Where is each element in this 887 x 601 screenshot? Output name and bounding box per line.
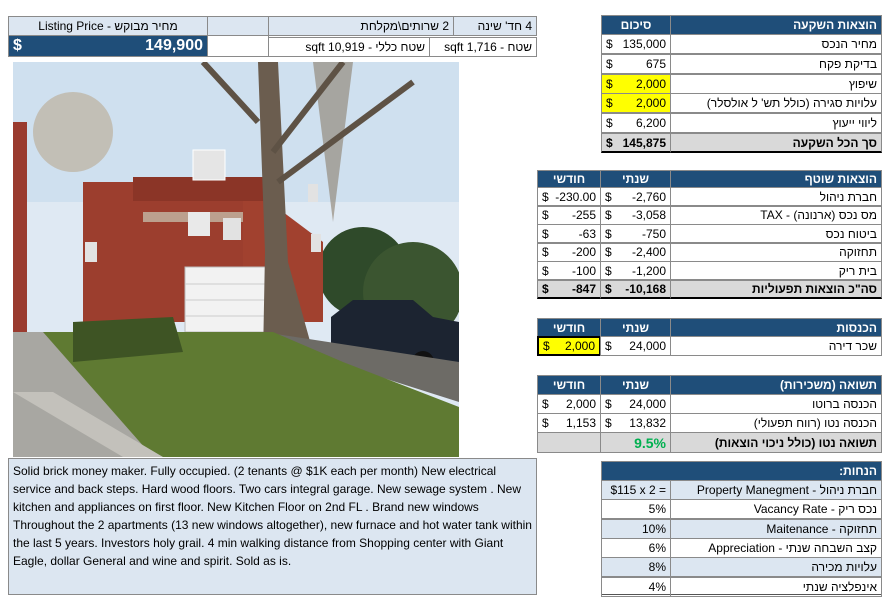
expense-row-yearly: $ -2,400 — [600, 243, 671, 262]
assumption-row-value: 10% — [601, 519, 671, 539]
assumption-row-value: $115 x 2 = — [601, 480, 671, 500]
gross-label: הכנסה ברוטו — [670, 394, 882, 414]
expenses-total-monthly: $ -847 — [537, 280, 601, 299]
expense-row-label: מס נכס (ארנונה) - TAX — [670, 206, 882, 225]
assumption-row-label: נכס ריק - Vacancy Rate — [670, 499, 882, 519]
investment-total-value: $ 145,875 — [601, 133, 671, 153]
rent-monthly: $ 2,000 — [537, 336, 601, 356]
bedrooms-cell: 4 חד' שינה — [453, 16, 537, 36]
assumption-row-label: תחזוקה - Maitenance — [670, 519, 882, 539]
income-monthly-header: חודשי — [537, 318, 601, 337]
assumption-row-label: עלויות מכירה — [670, 557, 882, 577]
currency-symbol: $ — [13, 37, 22, 54]
investment-row-value: $ 2,000 — [601, 74, 671, 94]
property-photo — [13, 62, 459, 457]
expenses-total-label: סה"כ הוצאות תפעוליות — [670, 280, 882, 299]
gross-monthly: $ 2,000 — [537, 394, 601, 414]
expenses-total-yearly: $ -10,168 — [600, 280, 671, 299]
expense-row-monthly: $ -200 — [537, 243, 601, 262]
rent-yearly: $ 24,000 — [600, 336, 671, 356]
expense-row-yearly: $ -3,058 — [600, 206, 671, 225]
property-description: Solid brick money maker. Fully occupied. (2 tenants @ $1K each per month) New electrical service and back steps. Hard wood floors. Two cars integral garage. New sewage system . New kitchen and appliances on first floor. New Kitchen Floor on 2nd FL . Brand new windows Throughout the 2 apartments (13 new windows altogether), new furnace and hot water tank within the last 5 years. Investors holy grail. 4 min walking distance from Shopping center with Giant Eagle, dollar General and wine and spirit. Sold as is. — [8, 458, 537, 595]
expense-row-yearly: $ -1,200 — [600, 261, 671, 280]
assumption-row-value: 5% — [601, 499, 671, 519]
assumption-row-label: קצב השבחה שנתי - Appreciation — [670, 538, 882, 558]
investment-row-label: עלויות סגירה (כולל תש' ל אולסלר) — [670, 93, 882, 113]
investment-title: הוצאות השקעה — [670, 15, 882, 35]
expense-row-label: חברת ניהול — [670, 187, 882, 206]
returns-title: תשואה (משכירות) — [670, 375, 882, 395]
listing-price-label: Listing Price - מחיר מבוקש — [8, 16, 208, 36]
income-yearly-header: שנתי — [600, 318, 671, 337]
investment-total-label: סך הכל השקעה — [670, 133, 882, 153]
expense-row-yearly: $ -750 — [600, 224, 671, 243]
net-yearly: $ 13,832 — [600, 413, 671, 433]
investment-row-label: ליווי ייעוץ — [670, 113, 882, 133]
assumption-row-value: 6% — [601, 538, 671, 558]
assumption-row-value: 8% — [601, 557, 671, 577]
assumptions-title: הנחות: — [601, 461, 882, 481]
assumption-row-label: חברת ניהול - Property Manegment — [670, 480, 882, 500]
listing-price-value: $ 149,900 — [8, 35, 208, 57]
net-label: הכנסה נטו (רווח תפעולי) — [670, 413, 882, 433]
expenses-monthly-header: חודשי — [537, 170, 601, 188]
expense-row-monthly: $ -255 — [537, 206, 601, 225]
gross-yearly: $ 24,000 — [600, 394, 671, 414]
expense-row-yearly: $ -2,760 — [600, 187, 671, 206]
empty-cell — [207, 16, 269, 36]
investment-row-label: בדיקת פקח — [670, 54, 882, 74]
expense-row-monthly: $ -230.00 — [537, 187, 601, 206]
expense-row-label: תחזוקה — [670, 243, 882, 262]
net-yield-value: 9.5% — [600, 432, 671, 453]
returns-monthly-header: חודשי — [537, 375, 601, 395]
expenses-yearly-header: שנתי — [600, 170, 671, 188]
income-title: הכנסות — [670, 318, 882, 337]
house-size-cell: שטח - sqft 1,716 — [429, 37, 537, 57]
rent-label: שכר דירה — [670, 336, 882, 356]
baths-cell: 2 שרותים\מקלחת — [268, 16, 454, 36]
investment-row-value: $ 135,000 — [601, 34, 671, 54]
expense-row-label: ביטוח נכס — [670, 224, 882, 243]
investment-row-value: $ 6,200 — [601, 113, 671, 133]
net-monthly: $ 1,153 — [537, 413, 601, 433]
expense-row-monthly: $ -100 — [537, 261, 601, 280]
lot-size-cell: שטח כללי - sqft 10,919 — [268, 37, 430, 57]
summary-header: סיכום — [601, 15, 671, 35]
investment-row-value: $ 675 — [601, 54, 671, 74]
investment-row-label: שיפוץ — [670, 74, 882, 94]
returns-yearly-header: שנתי — [600, 375, 671, 395]
expense-row-monthly: $ -63 — [537, 224, 601, 243]
expenses-title: הוצאות שוטף — [670, 170, 882, 188]
investment-row-label: מחיר הנכס — [670, 34, 882, 54]
assumption-row-label: אינפלציה שנתי — [670, 577, 882, 597]
net-yield-label: תשואה נטו (כולל ניכוי הוצאות) — [670, 432, 882, 453]
investment-row-value: $ 2,000 — [601, 93, 671, 113]
assumption-row-value: 4% — [601, 577, 671, 597]
expense-row-label: בית ריק — [670, 261, 882, 280]
